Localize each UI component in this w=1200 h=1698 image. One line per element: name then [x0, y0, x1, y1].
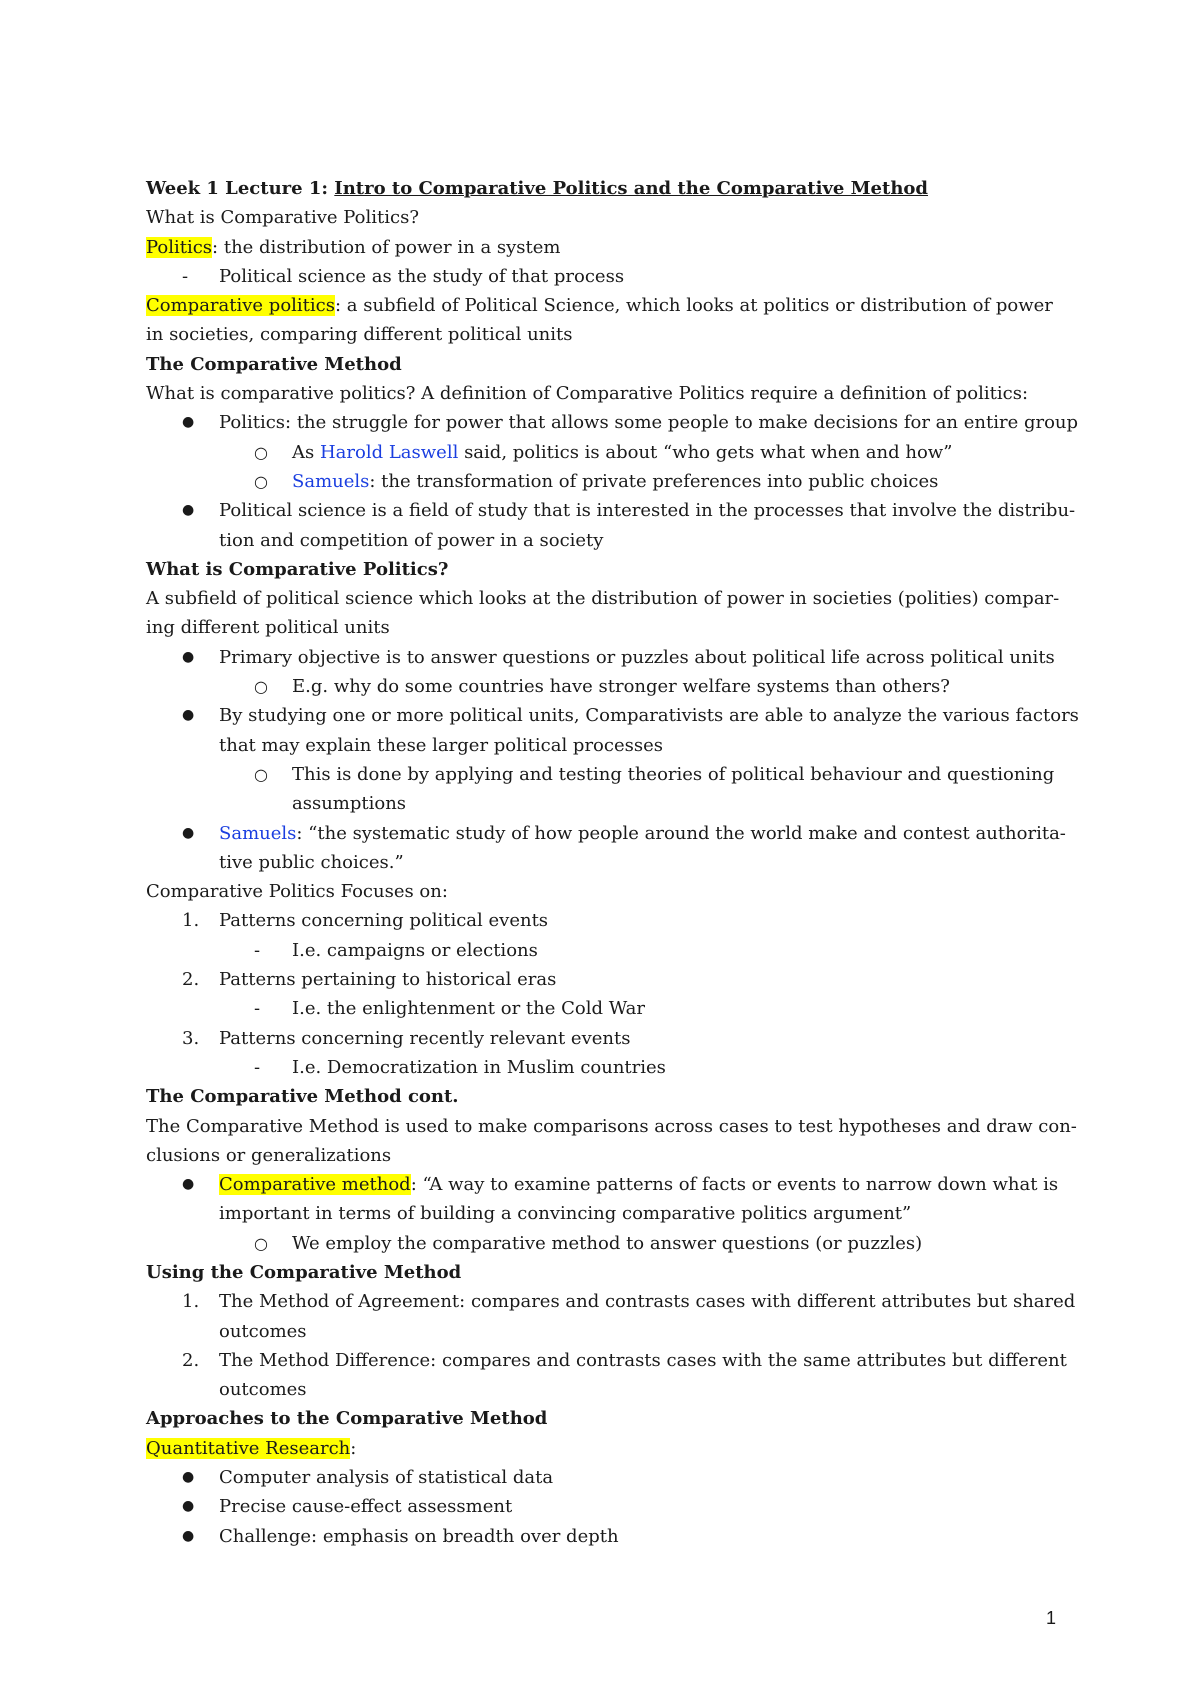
qr-label: [146, 1434, 1076, 1463]
cm-def: : “A way to examine patterns of facts or events to narrow down what is: [410, 1174, 1059, 1196]
samuels-def: : the transformation of private preferences into public choices: [369, 470, 939, 492]
numbered-text: Patterns concerning recently relevant events: [219, 1027, 631, 1049]
bullet-item-cont: that may explain these larger political processes: [219, 734, 663, 756]
bullet-icon: ●: [182, 1498, 195, 1515]
bullet-icon: ●: [182, 502, 195, 519]
dash-marker: -: [254, 998, 261, 1020]
bullet-icon: ●: [182, 1527, 195, 1544]
laswell-pre: As: [292, 441, 320, 463]
qr-term: Quantitative Research: [146, 1437, 351, 1459]
samuels2-name: Samuels: [219, 822, 297, 844]
bullet-icon: ●: [182, 414, 195, 431]
bullet-item: [146, 701, 1079, 730]
circle-bullet-icon: ○: [254, 1233, 268, 1253]
bullet-item: [146, 643, 1076, 672]
bullet-text: Computer analysis of statistical data: [219, 1467, 554, 1489]
dash-text: Political science as the study of that process: [219, 265, 625, 287]
title-prefix: Week 1 Lecture 1:: [146, 178, 335, 199]
paragraph: A subfield of political science which looks at the distribution of power in societies (polities) compar-: [146, 588, 1060, 610]
sub-bullet-item: [146, 760, 1076, 789]
sub-bullet-item-cont: assumptions: [292, 793, 407, 815]
laswell-name: Harold Laswell: [319, 441, 459, 463]
cp-term: Comparative politics: [146, 295, 335, 317]
numbered-text: Patterns concerning political events: [219, 910, 549, 932]
sub-bullet-text: We employ the comparative method to answer questions (or puzzles): [292, 1232, 923, 1254]
sub-bullet-item: [146, 1229, 1076, 1258]
bullet-item-cont: tive public choices.”: [219, 851, 404, 873]
title-main: Intro to Comparative Politics and the Comparative Method: [334, 178, 929, 199]
paragraph: What is comparative politics? A definition of Comparative Politics require a definition of politics:: [146, 383, 1029, 405]
bullet-icon: ●: [182, 824, 195, 841]
dash-item: [146, 262, 1076, 291]
samuels2-def: : “the systematic study of how people around the world make and contest authorita-: [296, 822, 1066, 844]
paragraph-cont: ing different political units: [146, 617, 390, 639]
circle-bullet-icon: ○: [254, 471, 268, 491]
laswell-post: said, politics is about “who gets what when and how”: [458, 441, 953, 463]
bullet-item: [146, 1522, 1076, 1551]
number-marker: 3.: [182, 1027, 200, 1049]
bullet-item: [146, 819, 1076, 848]
document-body: [146, 174, 1079, 1551]
question-line: What is Comparative Politics?: [146, 207, 419, 229]
numbered-text: Patterns pertaining to historical eras: [219, 969, 557, 991]
dash-item: [146, 1053, 1076, 1082]
bullet-icon: ●: [182, 1469, 195, 1486]
sub-bullet-item: [146, 438, 1076, 467]
cp-definition-cont: in societies, comparing different political units: [146, 324, 573, 346]
sub-bullet-item: [146, 672, 1076, 701]
qr-colon: :: [350, 1437, 357, 1459]
bullet-item: [146, 1170, 1076, 1199]
cp-definition: [146, 291, 1076, 320]
numbered-item: [146, 1287, 1076, 1316]
dash-marker: -: [254, 1056, 261, 1078]
dash-text: I.e. the enlightenment or the Cold War: [292, 998, 645, 1020]
cp-def-1: : a subfield of Political Science, which looks at politics or distribution of power: [334, 295, 1053, 317]
section-heading: Approaches to the Comparative Method: [146, 1408, 548, 1430]
paragraph: The Comparative Method is used to make comparisons across cases to test hypotheses and draw con-: [146, 1115, 1077, 1137]
politics-definition: [146, 233, 1076, 262]
numbered-item: [146, 1346, 1076, 1375]
bullet-text: Precise cause-effect assessment: [219, 1496, 513, 1518]
section-heading: What is Comparative Politics?: [146, 558, 449, 580]
bullet-item-cont: tion and competition of power in a society: [219, 529, 604, 551]
bullet-item: [146, 1463, 1076, 1492]
bullet-item: [146, 496, 1076, 525]
sub-bullet-text: E.g. why do some countries have stronger welfare systems than others?: [292, 676, 950, 698]
paragraph-cont: clusions or generalizations: [146, 1144, 392, 1166]
numbered-item: [146, 965, 1076, 994]
bullet-text: Politics: the struggle for power that allows some people to make decisions for an entire group: [219, 412, 1079, 434]
bullet-icon: ●: [182, 648, 195, 665]
dash-marker: -: [182, 265, 189, 287]
numbered-text: The Method Difference: compares and contrasts cases with the same attributes but different: [219, 1349, 1067, 1371]
circle-bullet-icon: ○: [254, 677, 268, 697]
dash-marker: -: [254, 939, 261, 961]
circle-bullet-icon: ○: [254, 442, 268, 462]
numbered-item-cont: outcomes: [219, 1320, 307, 1342]
numbered-item-cont: outcomes: [219, 1379, 307, 1401]
section-heading: Using the Comparative Method: [146, 1261, 462, 1283]
dash-text: I.e. campaigns or elections: [292, 939, 538, 961]
dash-item: [146, 994, 1076, 1023]
circle-bullet-icon: ○: [254, 764, 268, 784]
numbered-item: [146, 1024, 1076, 1053]
bullet-text: Primary objective is to answer questions or puzzles about political life across political units: [219, 646, 1055, 668]
numbered-text: The Method of Agreement: compares and contrasts cases with different attributes but shared: [219, 1291, 1076, 1313]
number-marker: 2.: [182, 1349, 200, 1371]
bullet-item: [146, 1492, 1076, 1521]
cm-term: Comparative method: [219, 1174, 411, 1196]
section-heading: The Comparative Method: [146, 353, 402, 375]
page-number: 1: [1046, 1608, 1057, 1628]
numbered-item: [146, 906, 1076, 935]
bullet-icon: ●: [182, 707, 195, 724]
bullet-text: Challenge: emphasis on breadth over depth: [219, 1525, 619, 1547]
sub-bullet-item: [146, 467, 1076, 496]
number-marker: 2.: [182, 969, 200, 991]
dash-text: I.e. Democratization in Muslim countries: [292, 1056, 666, 1078]
section-heading: The Comparative Method cont.: [146, 1086, 459, 1108]
politics-term: Politics: [146, 236, 213, 258]
number-marker: 1.: [182, 910, 200, 932]
bullet-icon: ●: [182, 1176, 195, 1193]
bullet-text: By studying one or more political units, Comparativists are able to analyze the various factors: [219, 705, 1079, 727]
dash-item: [146, 936, 1076, 965]
heading-title: [146, 174, 1076, 203]
politics-def: : the distribution of power in a system: [212, 236, 561, 258]
sub-bullet-text: This is done by applying and testing theories of political behaviour and questioning: [292, 763, 1055, 785]
samuels-name: Samuels: [292, 470, 370, 492]
bullet-item: [146, 408, 1079, 437]
bullet-text: Political science is a field of study that is interested in the processes that involve the distribu-: [219, 500, 1076, 522]
bullet-item-cont: important in terms of building a convincing comparative politics argument”: [219, 1203, 912, 1225]
number-marker: 1.: [182, 1291, 200, 1313]
paragraph: Comparative Politics Focuses on:: [146, 881, 448, 903]
